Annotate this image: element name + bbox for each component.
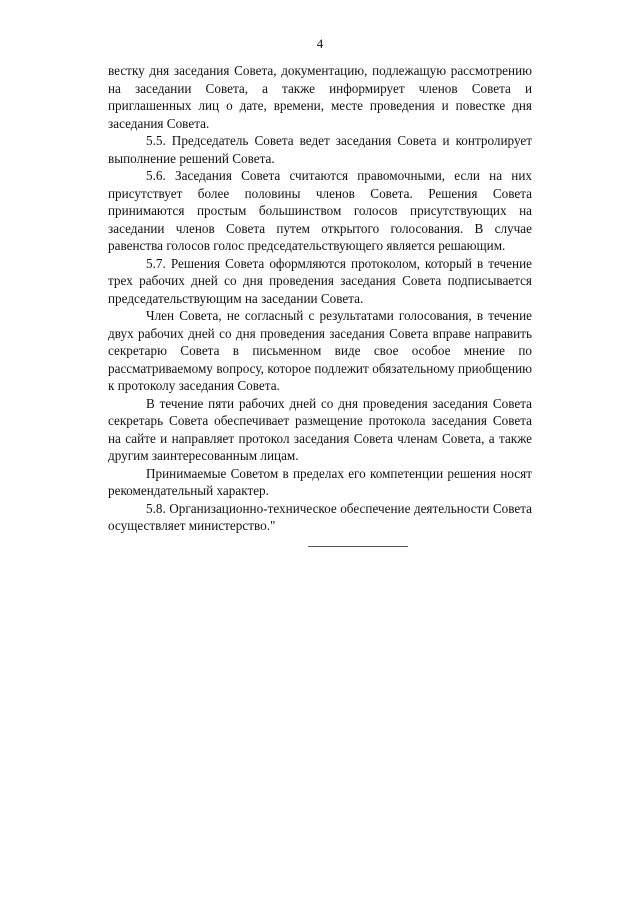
paragraph: 5.6. Заседания Совета считаются правомочными, если на них присутствует более половины членов Совета. Решения Совета принимаются простым большинством голосов присутствующих на заседании членов Совета путем открытого голосования. В случае равенства голосов голос председательствующего является решающим. (108, 168, 532, 253)
end-separator-line (308, 546, 408, 547)
paragraph: 5.5. Председатель Совета ведет заседания Совета и контролирует выполнение решений Совета. (108, 133, 532, 166)
document-body (108, 62, 532, 535)
paragraph: В течение пяти рабочих дней со дня проведения заседания Совета секретарь Совета обеспечивает размещение протокола заседания Совета на сайте и направляет протокол заседания Совета членам Совета, а также другим заинтересованным лицам. (108, 395, 532, 463)
paragraph: 5.8. Организационно-техническое обеспечение деятельности Совета осуществляет министерство." (108, 500, 532, 533)
paragraph: Принимаемые Советом в пределах его компетенции решения носят рекомендательный характер. (108, 465, 532, 498)
paragraph: Член Совета, не согласный с результатами голосования, в течение двух рабочих дней со дня проведения заседания Совета вправе направить секретарю Совета в письменном виде свое особое мнение по рассматриваемому вопросу, которое подлежит обязательному приобщению к протоколу заседания Совета. (108, 308, 532, 393)
paragraph: 5.7. Решения Совета оформляются протоколом, который в течение трех рабочих дней со дня проведения заседания Совета подписывается председательствующим на заседании Совета. (108, 255, 532, 306)
page-number: 4 (316, 36, 324, 51)
paragraph: вестку дня заседания Совета, документацию, подлежащую рассмотрению на заседании Совета, а также информирует членов Совета и приглашенных лиц о дате, времени, месте проведения и повестке дня заседания Совета. (108, 63, 532, 131)
